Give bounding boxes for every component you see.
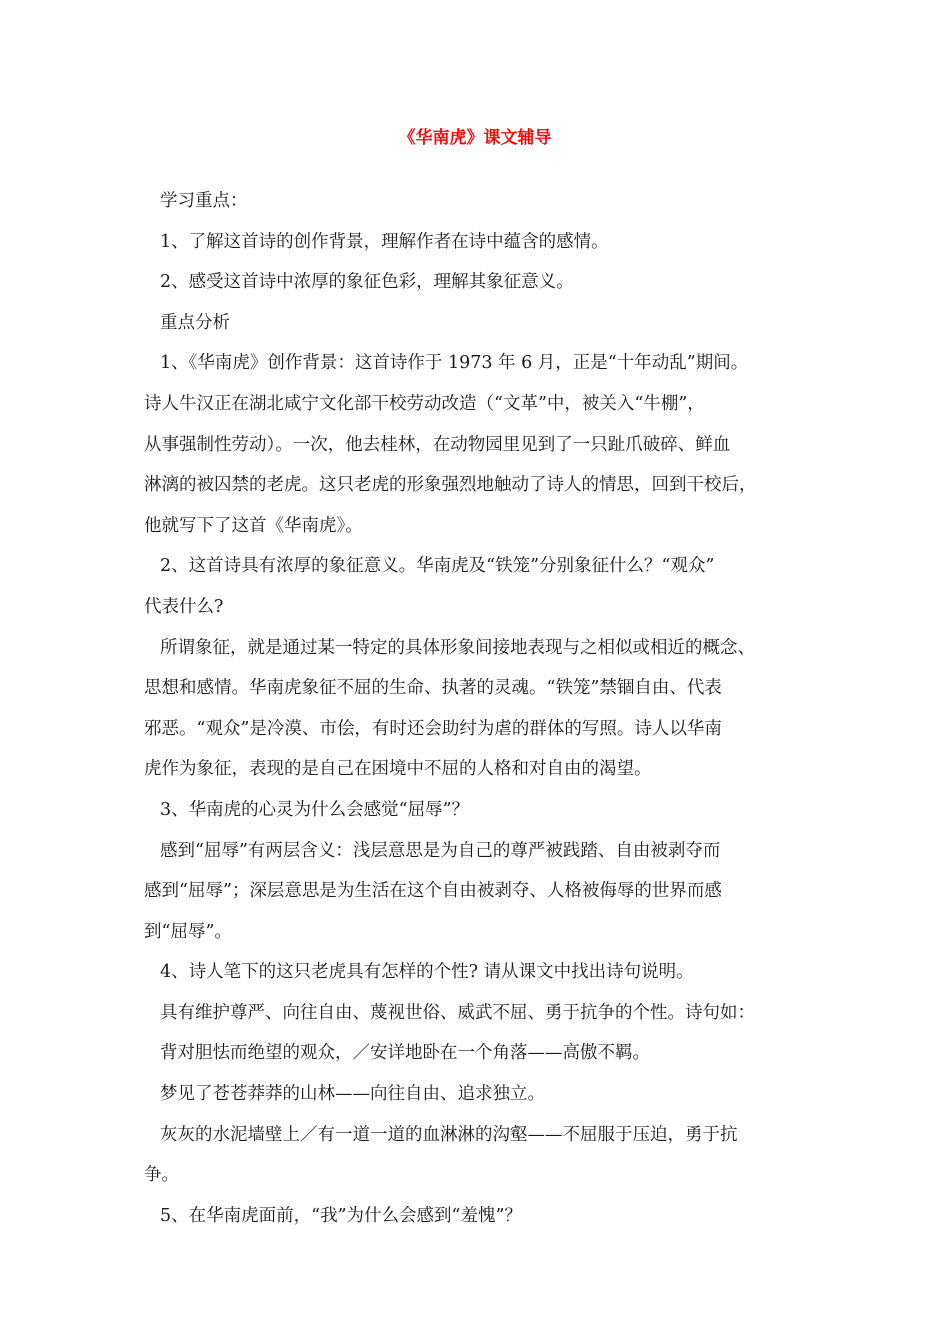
text-line: 2、感受这首诗中浓厚的象征色彩，理解其象征意义。 (160, 272, 574, 293)
text-line: 他就写下了这首《华南虎》。 (144, 515, 363, 536)
text-line: 所谓象征，就是通过某一特定的具体形象间接地表现与之相似或相近的概念、 (160, 637, 755, 658)
text-line: 背对胆怯而绝望的观众，／安详地卧在一个角落——高傲不羁。 (160, 1043, 650, 1064)
text-line: 到“屈辱”。 (144, 921, 232, 942)
text-line: 1、《华南虎》创作背景：这首诗作于 1973 年 6 月，正是“十年动乱”期间。 (160, 353, 749, 374)
text-line: 感到“屈辱”有两层含义：浅层意思是为自己的尊严被践踏、自由被剥夺而 (160, 840, 721, 861)
text-line: 灰灰的水泥墙壁上／有一道一道的血淋淋的沟壑——不屈服于压迫，勇于抗 (160, 1124, 738, 1145)
document-body (144, 181, 824, 1236)
text-line: 梦见了苍苍莽莽的山林——向往自由、追求独立。 (160, 1084, 545, 1105)
text-line: 诗人牛汉正在湖北咸宁文化部干校劳动改造（“文革”中，被关入“牛棚”， (144, 393, 705, 414)
text-line: 1、了解这首诗的创作背景，理解作者在诗中蕴含的感情。 (160, 231, 609, 252)
document-title: 《华南虎》课文辅导 (398, 128, 552, 148)
text-line: 邪恶。“观众”是冷漠、市侩，有时还会助纣为虐的群体的写照。诗人以华南 (144, 718, 722, 739)
text-line: 重点分析 (160, 312, 230, 333)
text-line: 争。 (144, 1165, 179, 1186)
text-line: 感到“屈辱”；深层意思是为生活在这个自由被剥夺、人格被侮辱的世界而感 (144, 881, 722, 902)
text-line: 5、在华南虎面前，“我”为什么会感到“羞愧”？ (160, 1205, 522, 1226)
text-line: 3、华南虎的心灵为什么会感觉“屈辱”？ (160, 799, 470, 820)
text-line: 2、这首诗具有浓厚的象征意义。华南虎及“铁笼”分别象征什么？“观众” (160, 556, 715, 577)
text-line: 具有维护尊严、向往自由、蔑视世俗、威武不屈、勇于抗争的个性。诗句如： (160, 1002, 755, 1023)
text-line: 淋漓的被囚禁的老虎。这只老虎的形象强烈地触动了诗人的情思，回到干校后， (144, 475, 757, 496)
text-line: 代表什么? (144, 596, 224, 617)
text-line: 虎作为象征，表现的是自己在困境中不屈的人格和对自由的渴望。 (144, 759, 652, 780)
text-line: 学习重点： (160, 191, 248, 211)
text-line: 从事强制性劳动）。一次，他去桂林，在动物园里见到了一只趾爪破碎、鲜血 (144, 434, 731, 455)
text-line: 思想和感情。华南虎象征不屈的生命、执著的灵魂。“铁笼”禁锢自由、代表 (144, 678, 722, 699)
text-line: 4、诗人笔下的这只老虎具有怎样的个性? 请从课文中找出诗句说明。 (160, 962, 694, 983)
